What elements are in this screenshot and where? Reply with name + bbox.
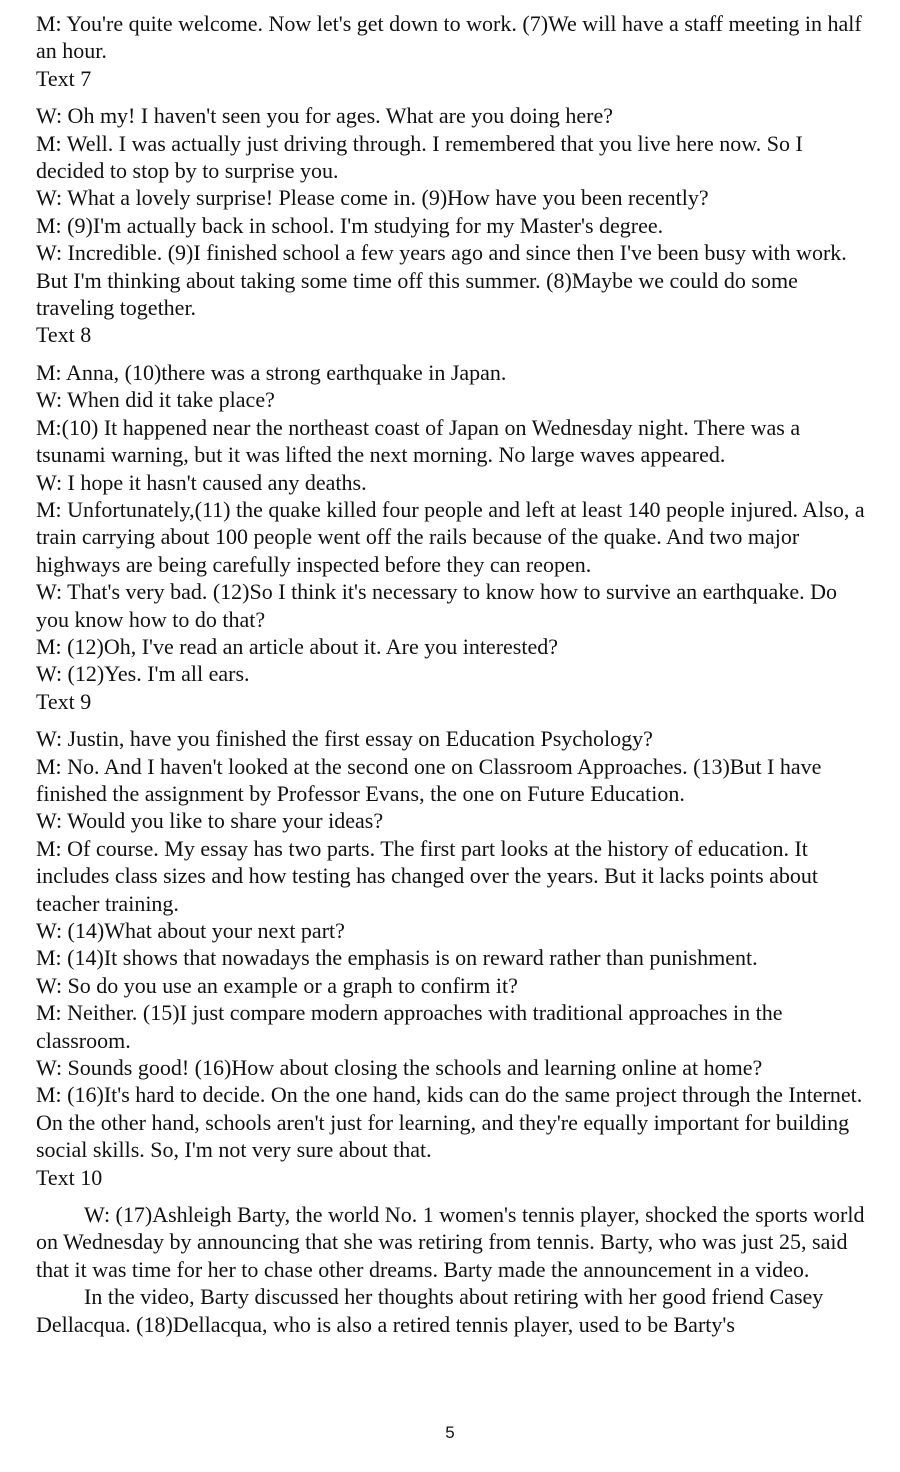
dialogue-line: W: Justin, have you finished the first essay on Education Psychology? — [36, 726, 653, 752]
dialogue-line: W: Incredible. (9)I finished school a few years ago and since then I've been busy with work. But I'm thinking about taking some time off this summer. (8)Maybe we could do some traveling together. — [36, 240, 853, 321]
dialogue-line: W: When did it take place? — [36, 387, 275, 413]
dialogue-line: M: Unfortunately,(11) the quake killed four people and left at least 140 people injured. Also, a train carrying about 100 people went off the rails because of the quake. And two major highways are being carefully inspected before they can reopen. — [36, 496, 871, 577]
dialogue-line: M: Of course. My essay has two parts. The first part looks at the history of education. It includes class sizes and how testing has changed over the years. But it lacks points about teacher training. — [36, 835, 824, 916]
dialogue-line: W: So do you use an example or a graph to confirm it? — [36, 972, 518, 998]
narration-paragraph: W: (17)Ashleigh Barty, the world No. 1 women's tennis player, shocked the sports world on Wednesday by announcing that she was retiring from tennis. Barty, who was just 25, said that it was time for her to chase other dreams. Barty made the announcement in a video. — [36, 1202, 865, 1282]
section-heading: Text 10 — [36, 1164, 103, 1190]
dialogue-line: M: Anna, (10)there was a strong earthquake in Japan. — [36, 359, 507, 385]
page-number: 5 — [445, 1423, 455, 1442]
dialogue-line: W: I hope it hasn't caused any deaths. — [36, 469, 367, 495]
dialogue-line: W: Sounds good! (16)How about closing the schools and learning online at home? — [36, 1055, 763, 1081]
dialogue-line: M: (9)I'm actually back in school. I'm studying for my Master's degree. — [36, 212, 664, 238]
dialogue-line: W: (14)What about your next part? — [36, 918, 345, 943]
narration-paragraph: In the video, Barty discussed her thoughts about retiring with her good friend Casey Dellacqua. (18)Dellacqua, who is also a retired tennis player, used to be Barty's — [36, 1284, 824, 1337]
dialogue-line: W: (12)Yes. I'm all ears. — [36, 661, 250, 687]
section-heading: Text 8 — [36, 322, 92, 348]
dialogue-line: M: No. And I haven't looked at the second one on Classroom Approaches. (13)But I have finished the assignment by Professor Evans, the one on Future Education. — [36, 753, 827, 806]
dialogue-line: M: (16)It's hard to decide. On the one hand, kids can do the same project through the Internet. On the other hand, schools aren't just for learning, and they're equally important for building social skills. So, I'm not very sure about that. — [36, 1082, 868, 1163]
dialogue-line: M: You're quite welcome. Now let's get down to work. (7)We will have a staff meeting in half an hour. — [36, 11, 868, 64]
dialogue-line: W: What a lovely surprise! Please come in. (9)How have you been recently? — [36, 185, 709, 211]
dialogue-line: M: (12)Oh, I've read an article about it. Are you interested? — [36, 633, 558, 659]
section-heading: Text 9 — [36, 688, 92, 714]
dialogue-line: W: Oh my! I haven't seen you for ages. What are you doing here? — [36, 103, 613, 129]
transcript-body — [36, 10, 872, 1338]
dialogue-line: M:(10) It happened near the northeast coast of Japan on Wednesday night. There was a tsunami warning, but it was lifted the next morning. No large waves appeared. — [36, 414, 806, 468]
dialogue-line: M: Well. I was actually just driving through. I remembered that you live here now. So I decided to stop by to surprise you. — [36, 130, 809, 184]
dialogue-line: W: Would you like to share your ideas? — [36, 808, 384, 834]
dialogue-line: M: Neither. (15)I just compare modern approaches with traditional approaches in the classroom. — [36, 1000, 789, 1053]
dialogue-line: W: That's very bad. (12)So I think it's necessary to know how to survive an earthquake. Do you know how to do that? — [36, 579, 843, 632]
section-heading: Text 7 — [36, 65, 92, 91]
dialogue-line: M: (14)It shows that nowadays the emphasis is on reward rather than punishment. — [36, 945, 758, 971]
